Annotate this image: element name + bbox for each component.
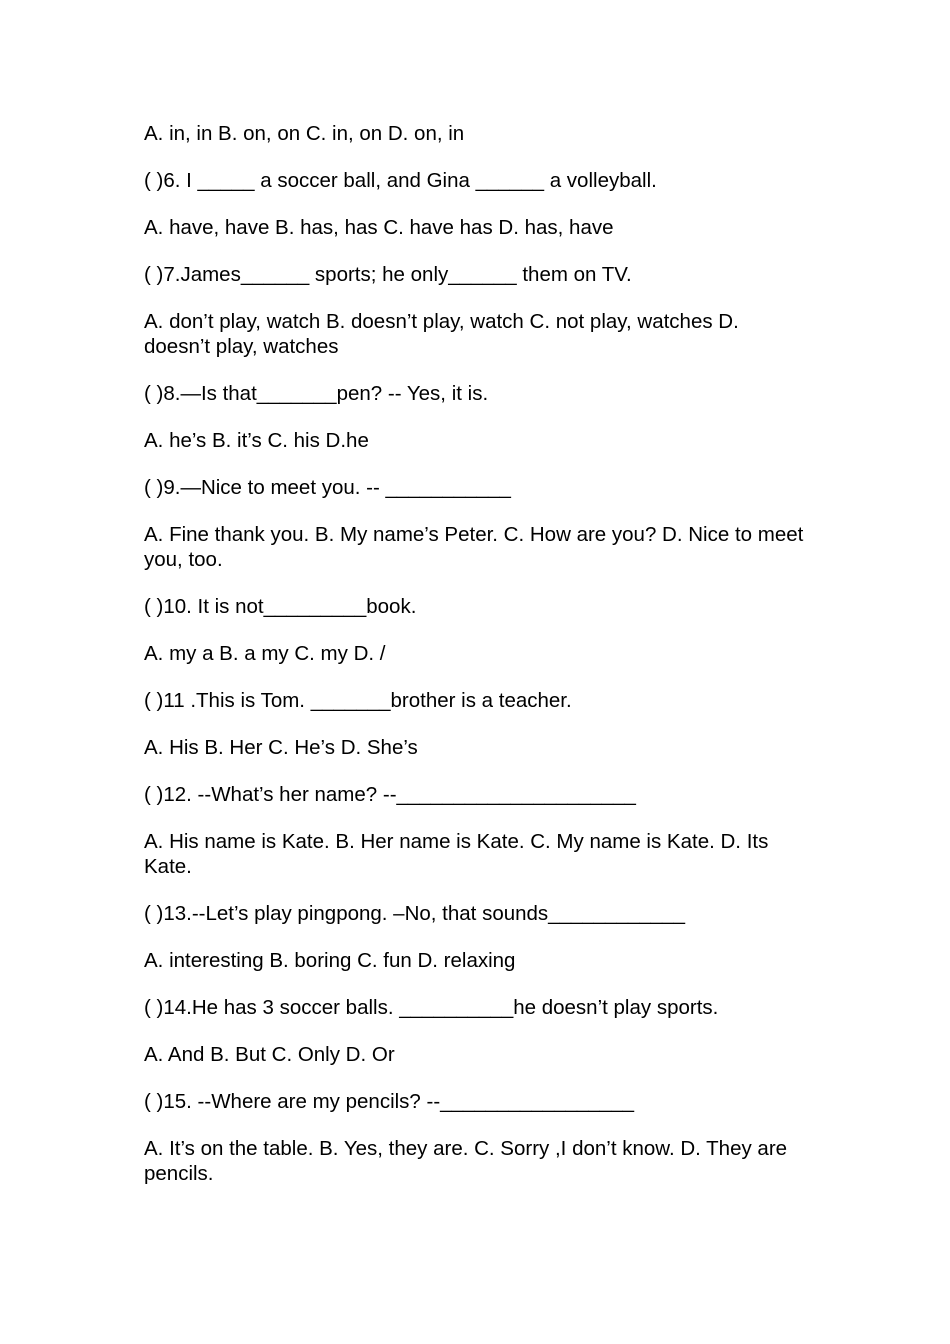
question-14: ( )14.He has 3 soccer balls. __________he doesn’t play sports. <box>144 996 719 1019</box>
options-q8: A. he’s B. it’s C. his D.he <box>144 429 369 452</box>
options-q13: A. interesting B. boring C. fun D. relaxing <box>144 949 516 972</box>
question-9: ( )9.—Nice to meet you. -- ___________ <box>144 476 511 499</box>
question-11: ( )11 .This is Tom. _______brother is a teacher. <box>144 689 572 712</box>
options-q12: A. His name is Kate. B. Her name is Kate. C. My name is Kate. D. Its Kate. <box>144 830 775 878</box>
question-12: ( )12. --What’s her name? --_____________________ <box>144 783 636 806</box>
question-13: ( )13.--Let’s play pingpong. –No, that sounds____________ <box>144 902 685 925</box>
options-q7: A. don’t play, watch B. doesn’t play, watch C. not play, watches D. doesn’t play, watches <box>144 310 745 358</box>
worksheet-content <box>144 121 809 1208</box>
options-q9: A. Fine thank you. B. My name’s Peter. C. How are you? D. Nice to meet you, too. <box>144 523 810 571</box>
question-15: ( )15. --Where are my pencils? --_________________ <box>144 1090 634 1113</box>
options-q6: A. have, have B. has, has C. have has D. has, have <box>144 216 614 239</box>
options-q5: A. in, in B. on, on C. in, on D. on, in <box>144 122 465 145</box>
question-6: ( )6. I _____ a soccer ball, and Gina ______ a volleyball. <box>144 169 657 192</box>
options-q11: A. His B. Her C. He’s D. She’s <box>144 736 418 759</box>
question-8: ( )8.—Is that_______pen? -- Yes, it is. <box>144 382 489 405</box>
options-q10: A. my a B. a my C. my D. / <box>144 642 386 665</box>
question-10: ( )10. It is not_________book. <box>144 595 417 618</box>
options-q14: A. And B. But C. Only D. Or <box>144 1043 395 1066</box>
options-q15: A. It’s on the table. B. Yes, they are. C. Sorry ,I don’t know. D. They are pencils. <box>144 1137 793 1185</box>
question-7: ( )7.James______ sports; he only______ them on TV. <box>144 263 632 286</box>
